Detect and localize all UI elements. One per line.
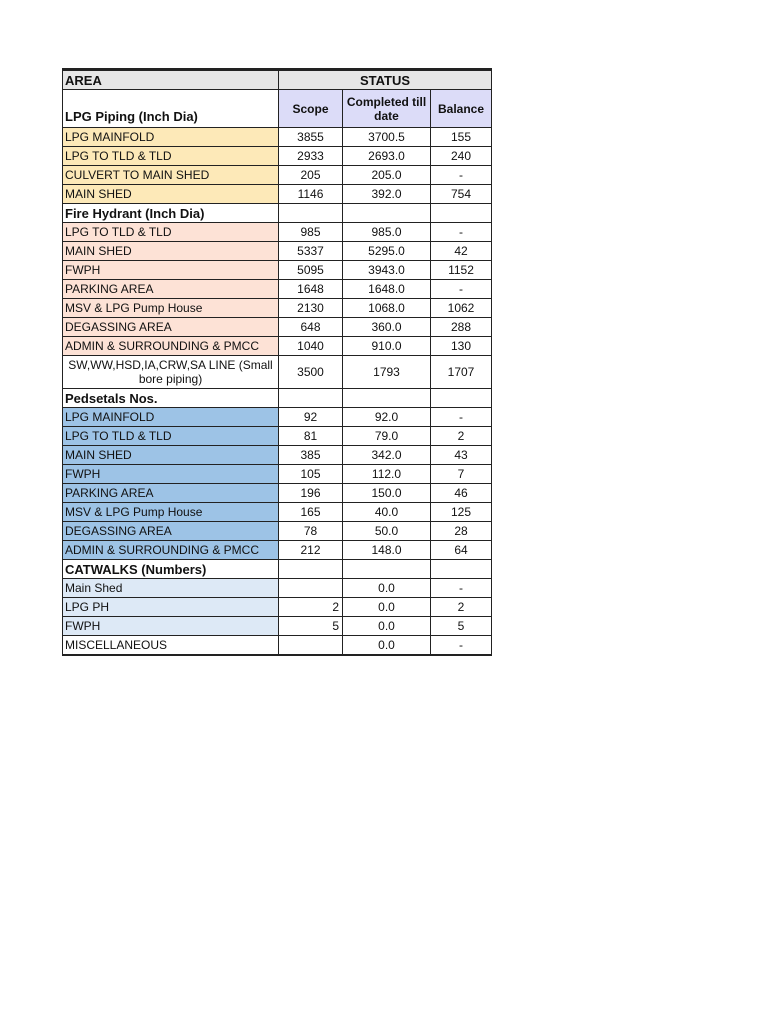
empty-cell (279, 560, 343, 579)
status-sheet (62, 68, 491, 656)
table-row (63, 503, 492, 522)
completed-header: Completed till date (343, 90, 431, 128)
table-row (63, 408, 492, 427)
balance-cell: 42 (431, 242, 492, 261)
scope-cell: 2933 (279, 147, 343, 166)
completed-cell: 92.0 (343, 408, 431, 427)
section-title: LPG Piping (Inch Dia) (63, 90, 279, 128)
status-table (62, 68, 492, 656)
scope-cell: 2 (279, 598, 343, 617)
completed-cell: 50.0 (343, 522, 431, 541)
table-row (63, 147, 492, 166)
title-row (63, 70, 492, 90)
area-cell: LPG TO TLD & TLD (63, 223, 279, 242)
table-row (63, 261, 492, 280)
balance-cell: 155 (431, 128, 492, 147)
area-cell: MSV & LPG Pump House (63, 503, 279, 522)
balance-cell: - (431, 280, 492, 299)
balance-cell: - (431, 166, 492, 185)
area-cell: FWPH (63, 617, 279, 636)
completed-cell: 112.0 (343, 465, 431, 484)
balance-cell: 240 (431, 147, 492, 166)
scope-cell: 212 (279, 541, 343, 560)
balance-cell: - (431, 223, 492, 242)
completed-cell: 0.0 (343, 579, 431, 598)
table-row (63, 427, 492, 446)
completed-cell: 910.0 (343, 337, 431, 356)
area-cell: MAIN SHED (63, 185, 279, 204)
section-title: CATWALKS (Numbers) (63, 560, 279, 579)
scope-cell: 105 (279, 465, 343, 484)
area-cell: LPG TO TLD & TLD (63, 147, 279, 166)
balance-cell: 28 (431, 522, 492, 541)
scope-cell: 205 (279, 166, 343, 185)
area-cell: LPG TO TLD & TLD (63, 427, 279, 446)
area-cell: LPG MAINFOLD (63, 408, 279, 427)
completed-cell: 79.0 (343, 427, 431, 446)
balance-cell: 754 (431, 185, 492, 204)
scope-cell: 385 (279, 446, 343, 465)
scope-cell: 92 (279, 408, 343, 427)
section-row (63, 560, 492, 579)
table-row (63, 128, 492, 147)
scope-cell: 1648 (279, 280, 343, 299)
balance-cell: 288 (431, 318, 492, 337)
scope-cell (279, 579, 343, 598)
scope-cell: 648 (279, 318, 343, 337)
table-row (63, 223, 492, 242)
completed-cell: 5295.0 (343, 242, 431, 261)
empty-cell (279, 389, 343, 408)
empty-cell (431, 560, 492, 579)
scope-cell: 5095 (279, 261, 343, 280)
completed-cell: 40.0 (343, 503, 431, 522)
completed-cell: 392.0 (343, 185, 431, 204)
scope-cell: 3855 (279, 128, 343, 147)
table-row (63, 356, 492, 389)
area-cell: MAIN SHED (63, 242, 279, 261)
balance-header: Balance (431, 90, 492, 128)
empty-cell (343, 389, 431, 408)
scope-cell: 1146 (279, 185, 343, 204)
section-title: Pedsetals Nos. (63, 389, 279, 408)
balance-cell: - (431, 579, 492, 598)
empty-cell (431, 204, 492, 223)
table-row (63, 446, 492, 465)
area-cell: ADMIN & SURROUNDING & PMCC (63, 541, 279, 560)
scope-cell: 196 (279, 484, 343, 503)
area-cell: FWPH (63, 465, 279, 484)
balance-cell: 2 (431, 427, 492, 446)
completed-cell: 3943.0 (343, 261, 431, 280)
completed-cell: 0.0 (343, 617, 431, 636)
empty-cell (431, 389, 492, 408)
area-cell: DEGASSING AREA (63, 522, 279, 541)
balance-cell: 1707 (431, 356, 492, 389)
completed-cell: 205.0 (343, 166, 431, 185)
completed-cell: 360.0 (343, 318, 431, 337)
table-row (63, 636, 492, 656)
section-row (63, 90, 492, 128)
table-row (63, 598, 492, 617)
table-row (63, 242, 492, 261)
balance-cell: 5 (431, 617, 492, 636)
area-cell: SW,WW,HSD,IA,CRW,SA LINE (Small bore piping) (63, 356, 279, 389)
completed-cell: 0.0 (343, 636, 431, 656)
table-row (63, 465, 492, 484)
table-row (63, 185, 492, 204)
table-row (63, 484, 492, 503)
scope-cell: 5 (279, 617, 343, 636)
table-row (63, 579, 492, 598)
completed-cell: 0.0 (343, 598, 431, 617)
area-cell: MISCELLANEOUS (63, 636, 279, 656)
scope-cell: 5337 (279, 242, 343, 261)
empty-cell (343, 204, 431, 223)
scope-header: Scope (279, 90, 343, 128)
area-cell: LPG PH (63, 598, 279, 617)
empty-cell (343, 560, 431, 579)
balance-cell: 64 (431, 541, 492, 560)
completed-cell: 148.0 (343, 541, 431, 560)
balance-cell: 125 (431, 503, 492, 522)
balance-cell: 130 (431, 337, 492, 356)
completed-cell: 1068.0 (343, 299, 431, 318)
status-header: STATUS (279, 70, 492, 90)
section-row (63, 389, 492, 408)
area-cell: Main Shed (63, 579, 279, 598)
scope-cell: 985 (279, 223, 343, 242)
table-row (63, 337, 492, 356)
completed-cell: 150.0 (343, 484, 431, 503)
area-cell: DEGASSING AREA (63, 318, 279, 337)
scope-cell: 2130 (279, 299, 343, 318)
table-row (63, 318, 492, 337)
table-row (63, 617, 492, 636)
completed-cell: 3700.5 (343, 128, 431, 147)
area-cell: ADMIN & SURROUNDING & PMCC (63, 337, 279, 356)
area-cell: MSV & LPG Pump House (63, 299, 279, 318)
scope-cell: 165 (279, 503, 343, 522)
completed-cell: 985.0 (343, 223, 431, 242)
balance-cell: 43 (431, 446, 492, 465)
table-row (63, 166, 492, 185)
area-cell: PARKING AREA (63, 280, 279, 299)
completed-cell: 1648.0 (343, 280, 431, 299)
scope-cell (279, 636, 343, 656)
balance-cell: 1152 (431, 261, 492, 280)
balance-cell: 7 (431, 465, 492, 484)
table-row (63, 541, 492, 560)
completed-cell: 1793 (343, 356, 431, 389)
completed-cell: 2693.0 (343, 147, 431, 166)
area-cell: FWPH (63, 261, 279, 280)
empty-cell (279, 204, 343, 223)
section-title: Fire Hydrant (Inch Dia) (63, 204, 279, 223)
scope-cell: 81 (279, 427, 343, 446)
area-header: AREA (63, 70, 279, 90)
section-row (63, 204, 492, 223)
table-row (63, 280, 492, 299)
balance-cell: 2 (431, 598, 492, 617)
area-cell: PARKING AREA (63, 484, 279, 503)
table-row (63, 522, 492, 541)
balance-cell: - (431, 636, 492, 656)
scope-cell: 3500 (279, 356, 343, 389)
table-row (63, 299, 492, 318)
scope-cell: 78 (279, 522, 343, 541)
balance-cell: 46 (431, 484, 492, 503)
scope-cell: 1040 (279, 337, 343, 356)
area-cell: LPG MAINFOLD (63, 128, 279, 147)
area-cell: MAIN SHED (63, 446, 279, 465)
balance-cell: - (431, 408, 492, 427)
completed-cell: 342.0 (343, 446, 431, 465)
balance-cell: 1062 (431, 299, 492, 318)
area-cell: CULVERT TO MAIN SHED (63, 166, 279, 185)
